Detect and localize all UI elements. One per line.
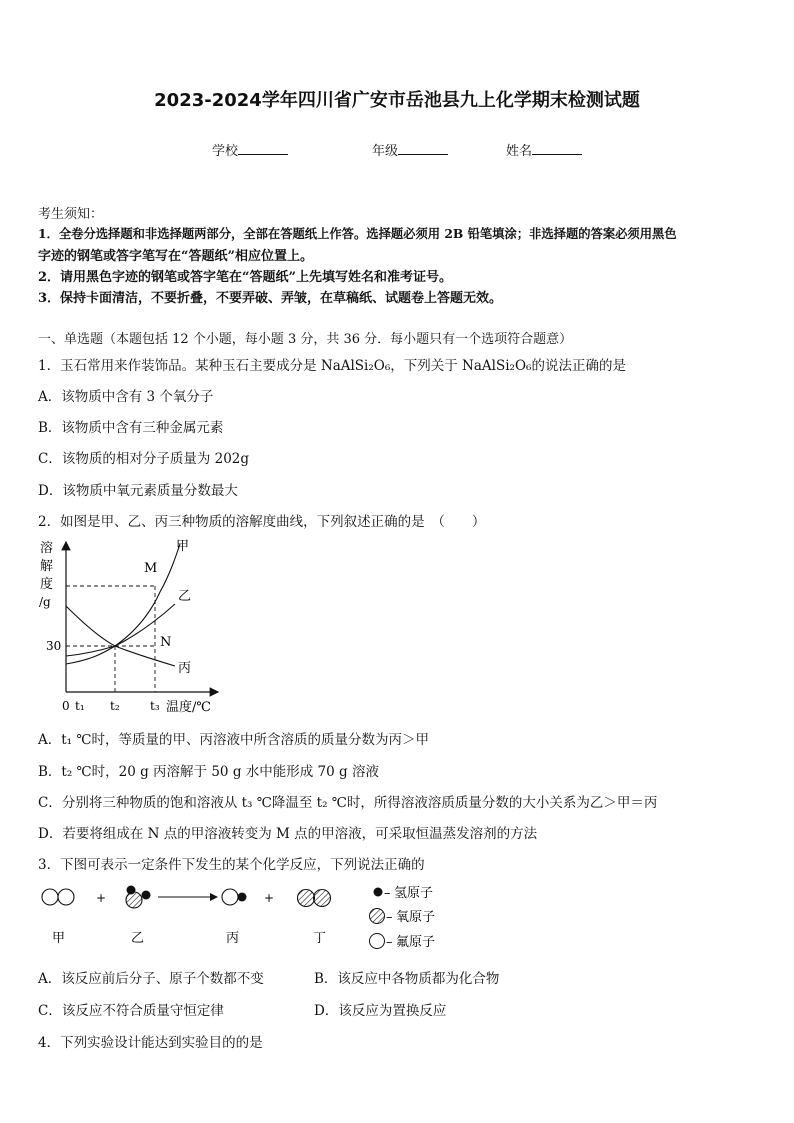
reaction-diagram [30,880,460,952]
molecule-bing [222,889,247,905]
legend-fluorine [370,934,436,951]
name-blank[interactable] [532,142,582,155]
label-yi: 乙 [178,589,192,604]
q3-option-b[interactable]: B．该反应中各物质都为化合物 [314,971,500,987]
school-label: 学校 [212,144,239,159]
label-n: N [160,635,172,650]
svg-text:–: – [384,886,391,901]
q1-option-d[interactable]: D．该物质中氧元素质量分数最大 [38,483,238,499]
legend-oxygen [370,909,436,926]
label-species-yi: 乙 [131,931,145,946]
q2-option-d[interactable]: D．若要将组成在 N 点的甲溶液转变为 M 点的甲溶液，可采取恒温蒸发溶剂的方法 [38,826,538,842]
origin-label: 0 [62,699,70,713]
svg-text:–: – [386,935,393,950]
q1-option-c[interactable]: C．该物质的相对分子质量为 202g [38,451,250,467]
notice-item-1-cont: 字迹的钢笔或答字笔写在“答题纸”相应位置上。 [38,249,313,264]
q2-option-b[interactable]: B．t₂ ℃时，20 g 丙溶解于 50 g 水中能形成 70 g 溶液 [38,764,379,780]
notice-heading: 考生须知： [38,207,104,222]
label-species-jia: 甲 [52,931,66,946]
arrow-head [210,893,218,901]
grade-blank[interactable] [398,142,448,155]
molecule-yi [126,886,151,909]
y-label-1: 溶 [40,541,54,556]
label-species-ding: 丁 [313,931,327,946]
grade-field[interactable] [372,140,448,159]
name-field[interactable] [506,140,582,159]
q4-stem: 4．下列实验设计能达到实验目的的是 [38,1035,263,1051]
label-species-bing: 丙 [226,931,240,946]
page-title: 2023-2024学年四川省广安市岳池县九上化学期末检测试题 [154,90,640,111]
y-label-3: 度 [40,577,54,592]
plus-1: + [96,891,107,905]
x-tick-t2: t₂ [110,699,120,713]
label-m: M [144,561,158,576]
svg-text:氟原子: 氟原子 [396,935,436,950]
molecule-jia [42,889,74,905]
section-heading: 一、单选题（本题包括 12 个小题，每小题 3 分，共 36 分．每小题只有一个选项符合题意） [38,332,573,347]
svg-text:–: – [386,910,393,925]
label-jia: 甲 [176,539,190,554]
name-label: 姓名 [506,144,533,159]
q3-option-c[interactable]: C．该反应不符合质量守恒定律 [38,1003,224,1019]
q2-option-a[interactable]: A．t₁ ℃时，等质量的甲、丙溶液中所含溶质的质量分数为丙＞甲 [38,732,429,748]
notice-item-2: 2．请用黑色字迹的钢笔或答字笔在“答题纸”上先填写姓名和准考证号。 [38,270,453,285]
x-tick-t1: t₁ [75,699,85,713]
q2-option-c[interactable]: C．分别将三种物质的饱和溶液从 t₃ ℃降温至 t₂ ℃时，所得溶液溶质质量分数的大小关系为乙＞甲＝丙 [38,795,658,811]
label-bing: 丙 [178,661,192,676]
plus-2: + [264,891,275,905]
y-label-4: /g [39,595,51,609]
q2-stem: 2．如图是甲、乙、丙三种物质的溶解度曲线，下列叙述正确的是 （ ） [38,514,486,530]
svg-text:氧原子: 氧原子 [396,910,436,925]
legend-hydrogen [374,886,434,901]
school-field[interactable] [212,140,288,159]
q1-option-b[interactable]: B．该物质中含有三种金属元素 [38,420,224,436]
q3-option-a[interactable]: A．该反应前后分子、原子个数都不变 [38,971,264,987]
molecule-ding [298,890,331,907]
x-tick-t3: t₃ [150,699,160,713]
solubility-chart [30,534,230,719]
x-label: 温度/℃ [166,700,211,715]
curve-bing [66,606,175,666]
q3-stem: 3．下图可表示一定条件下发生的某个化学反应，下列说法正确的 [38,857,425,873]
y-label-2: 解 [40,559,54,574]
q3-option-d[interactable]: D．该反应为置换反应 [314,1003,447,1019]
y-tick-30: 30 [46,639,62,653]
school-blank[interactable] [238,142,288,155]
grade-label: 年级 [372,144,399,159]
q1-stem: 1．玉石常用来作装饰品。某种玉石主要成分是 NaAlSi₂O₆，下列关于 NaAlSi₂O₆的说法正确的是 [38,358,626,374]
svg-text:氢原子: 氢原子 [394,886,434,901]
notice-item-3: 3．保持卡面清洁，不要折叠，不要弄破、弄皱，在草稿纸、试题卷上答题无效。 [38,291,503,306]
notice-item-1: 1．全卷分选择题和非选择题两部分，全部在答题纸上作答。选择题必须用 2B 铅笔填涂；非选择题的答案必须用黑色 [38,226,677,241]
q1-option-a[interactable]: A．该物质中含有 3 个氧分子 [38,389,214,405]
